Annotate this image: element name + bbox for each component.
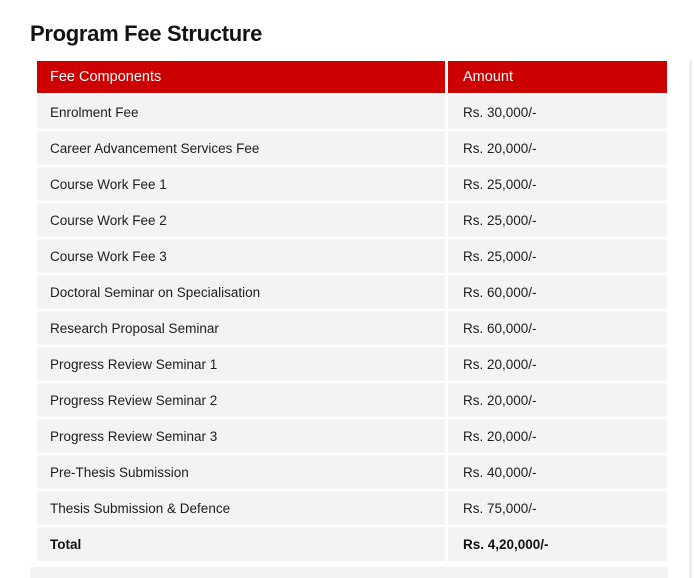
amount-cell: Rs. 60,000/-	[448, 311, 667, 345]
table-row	[37, 275, 667, 309]
fee-component-cell: Doctoral Seminar on Specialisation	[37, 275, 445, 309]
table-row	[37, 95, 667, 129]
table-row	[37, 239, 667, 273]
table-row	[37, 455, 667, 489]
total-row	[37, 527, 667, 561]
amount-header: Amount	[448, 61, 667, 93]
amount-cell: Rs. 30,000/-	[448, 95, 667, 129]
amount-cell: Rs. 20,000/-	[448, 347, 667, 381]
fee-component-cell: Progress Review Seminar 3	[37, 419, 445, 453]
amount-cell: Rs. 20,000/-	[448, 419, 667, 453]
fee-component-cell: Course Work Fee 3	[37, 239, 445, 273]
fee-structure-table	[37, 61, 667, 563]
fee-component-cell: Research Proposal Seminar	[37, 311, 445, 345]
amount-cell: Rs. 25,000/-	[448, 203, 667, 237]
total-label-cell: Total	[37, 527, 445, 561]
table-row	[37, 131, 667, 165]
amount-cell: Rs. 75,000/-	[448, 491, 667, 525]
table-row	[37, 383, 667, 417]
fee-component-cell: Pre-Thesis Submission	[37, 455, 445, 489]
total-amount-cell: Rs. 4,20,000/-	[448, 527, 667, 561]
fee-component-cell: Course Work Fee 2	[37, 203, 445, 237]
amount-cell: Rs. 60,000/-	[448, 275, 667, 309]
amount-cell: Rs. 20,000/-	[448, 131, 667, 165]
amount-cell: Rs. 20,000/-	[448, 383, 667, 417]
table-row	[37, 347, 667, 381]
right-edge-strip	[689, 61, 692, 578]
fee-component-cell: Progress Review Seminar 2	[37, 383, 445, 417]
table-row	[37, 419, 667, 453]
fee-components-header: Fee Components	[37, 61, 445, 93]
fee-component-cell: Enrolment Fee	[37, 95, 445, 129]
fee-component-cell: Thesis Submission & Defence	[37, 491, 445, 525]
next-section-partial-row	[30, 567, 668, 578]
amount-cell: Rs. 25,000/-	[448, 239, 667, 273]
table-row	[37, 167, 667, 201]
amount-cell: Rs. 25,000/-	[448, 167, 667, 201]
table-header-row	[37, 61, 667, 93]
fee-table-body	[37, 95, 667, 525]
table-row	[37, 491, 667, 525]
table-row	[37, 311, 667, 345]
table-row	[37, 203, 667, 237]
page-title: Program Fee Structure	[30, 21, 263, 46]
fee-component-cell: Progress Review Seminar 1	[37, 347, 445, 381]
fee-component-cell: Career Advancement Services Fee	[37, 131, 445, 165]
fee-component-cell: Course Work Fee 1	[37, 167, 445, 201]
amount-cell: Rs. 40,000/-	[448, 455, 667, 489]
